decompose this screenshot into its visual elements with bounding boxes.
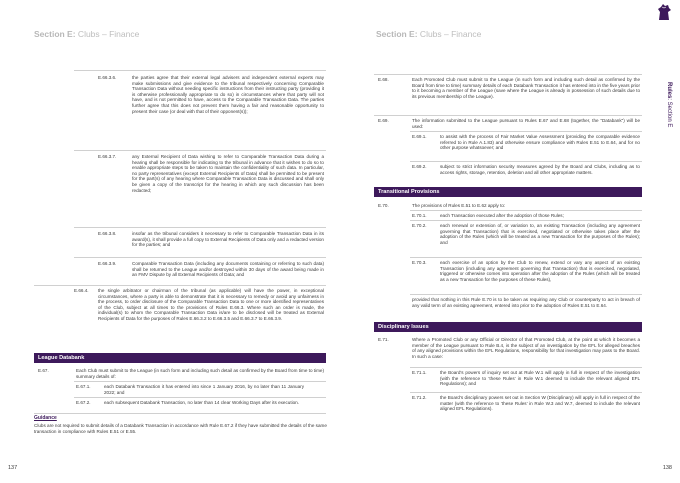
clause-number: E.71. xyxy=(378,337,389,342)
clause-text: Each Club must submit to the League (in such form and including such detail as confirmed by the Board from time to time) summary details of: xyxy=(76,368,324,379)
clause-number: E.66.3.7. xyxy=(98,154,117,159)
clause-text: subject to strict information security measures agreed by the Board and Clubs, including as to access rights, storage, retention, deletion and all other appropriate matters. xyxy=(440,164,640,175)
clause-text: each exercise of an option by the Club to renew, extend or vary any aspect of an existing Transaction (including any agreement governing that Transaction) that is exercised, negotiated, triggered or otherwise comes into operation after the adoption of the Rules (which will be treated as a new Transaction for the purposes of these Rules), xyxy=(440,260,640,282)
clause-number: E.70. xyxy=(378,203,389,208)
clause-text: Each Promoted Club must submit to the League (in such form and including such detail as confirmed by the Board from time to time) summary details of each Databank Transaction it has entered into in the five years prior to it becoming a member of the League (save where the League is already in possession of such details due to its previous membership of the League). xyxy=(412,77,641,99)
clause-number: E.66.3.8. xyxy=(98,231,117,236)
clause-text: each Transaction executed after the adoption of those Rules; xyxy=(440,213,564,218)
guidance-title: Guidance xyxy=(34,415,57,421)
clause-text: each Databank Transaction it has entered into since 1 January 2016, by no later than 11 January 2022; and xyxy=(104,384,304,395)
clause-number: E.71.2. xyxy=(412,395,427,400)
side-tab-bold: Rules xyxy=(666,82,672,99)
clause-number: E.67.1. xyxy=(76,384,91,389)
section-side-tab xyxy=(666,82,678,142)
clause-text: the parties agree that their external legal advisers and independent external experts may make submissions and give evidence to the tribunal respectively concerning Comparable Transaction Data without needing specific instructions from their instructing party (providing it is otherwise professionally appropriate to do so) in circumstances where that party will not have, and is not permitted to have, access to the Comparable Transaction Data. The parties further agree that this does not prevent them having a fair and reasonable opportunity to present their case (or deal with that of their opponent(s)); xyxy=(132,75,324,114)
clause-number: E.69. xyxy=(378,118,389,123)
clause-number: E.70.1. xyxy=(412,213,427,218)
disciplinary-issues-heading: Disciplinary Issues xyxy=(374,322,642,332)
clause-number: E.69.1. xyxy=(412,134,427,139)
clause-text: Where a Promoted Club or any Official or Director of that Promoted Club, at the point at which it becomes a member of the League pursuant to Rule B.4, is the subject of an investigation by the EFL for alleged breaches of any aligned provisions within the EFL Regulations, responsibility for that investigation may pass to the Board. In such a case: xyxy=(412,337,640,359)
left-header-title: Clubs – Finance xyxy=(75,29,140,39)
clause-number: E.66.3.9. xyxy=(98,261,117,266)
left-header-section: Section E: xyxy=(34,29,76,39)
right-header-section: Section E: xyxy=(376,29,418,39)
clause-number: E.70.3. xyxy=(412,260,427,265)
clause-text: each renewal or extension of, or variation to, an existing Transaction (including any agreement governing that Transaction) that is exercised, negotiated or otherwise takes place after the adoption of the Rules (which will be treated as a new Transaction for the purposes of the Rules); and xyxy=(440,223,640,245)
clause-number: E.66.4. xyxy=(74,288,89,293)
left-page-header xyxy=(34,29,139,39)
clause-text: Comparable Transaction Data (including any documents containing or referring to such data) shall be returned to the League and/or destroyed within 30 days of the award being made in an FMV Dispute by all External Recipients of Data; and xyxy=(132,261,324,278)
clause-number: E.67. xyxy=(38,368,49,373)
clause-text: the single arbitrator or chairman of the tribunal (as applicable) will have the power, in exceptional circumstances, where a party is able to demonstrate that it is necessary to remedy or avoid any unfairness in the process, to order disclosure of the Comparable Transaction Data to one or more identified representatives of the Club, subject at all times to the provisions of Rules E.66.3. Where such an order is made, the individual(s) to whom the Comparable Transaction Data is/are to be disclosed will be treated as External Recipients of Data for the purposes of Rules E.66.3.2 to E.66.3.5 and E.66.3.7 to E.66.3.9. xyxy=(98,288,324,321)
premier-league-lion-icon xyxy=(656,3,672,21)
clause-e70-proviso: provided that nothing in this Rule E.70 is to be taken as requiring any Club or counterparty to act in breach of any valid term of an existing agreement, entered into prior to the adoption of Rules E.51 to E.64. xyxy=(412,297,640,308)
clause-text: any External Recipient of Data wishing to refer to Comparable Transaction Data during a hearing shall be responsible for indicating to the tribunal in advance that it wishes to do so to enable appropriate steps to be taken to maintain the confidentiality of such data. In particular, no party representatives (except External Recipients of Data) shall be permitted to be present for the part(s) of any hearing where Comparable Transaction Data is discussed and shall only be given a copy of the transcript for the hearing in which any such discussion has been redacted; xyxy=(132,154,324,193)
guidance-text: Clubs are not required to submit details of a Databank Transaction in accordance with Rule E.67.2 if they have submitted the details of the same transaction in compliance with Rules E.51 or E.55. xyxy=(34,423,327,434)
clause-number: E.67.2. xyxy=(76,400,91,405)
clause-text: each subsequent Databank Transaction, no later than 14 clear Working Days after its execution. xyxy=(104,400,300,405)
transitional-provisions-heading: Transitional Provisions xyxy=(374,187,642,197)
clause-text: insofar as the tribunal considers it necessary to refer to Comparable Transaction Data in its award(s), it shall provide a full copy to External Recipients of Data only and a redacted version for the parties; and xyxy=(132,231,324,248)
right-page-header xyxy=(376,29,481,39)
clause-number: E.70.2. xyxy=(412,223,427,228)
clause-text: the Board’s powers of inquiry set out at Rule W.1 will apply in full in respect of the investigation (with the reference to ‘these Rules’ in Rule W.1 deemed to include the relevant aligned EFL Regulations); and xyxy=(440,370,640,387)
clause-number: E.66.3.6. xyxy=(98,75,117,80)
clause-number: E.71.1. xyxy=(412,370,427,375)
left-page-number: 137 xyxy=(8,465,18,471)
clause-text: The provisions of Rules E.51 to E.62 apply to: xyxy=(412,203,506,208)
right-page-number: 138 xyxy=(662,465,672,471)
clause-number: E.69.2. xyxy=(412,164,427,169)
clause-number: E.68. xyxy=(378,77,389,82)
clause-text: to assist with the process of Fair Market Value Assessment (providing the comparable evidence referred to in Rule A.1.83) and otherwise ensure compliance with Rules E.51 to E.64, and for no other purpose whatsoever; and xyxy=(440,134,640,151)
right-header-title: Clubs – Finance xyxy=(417,29,482,39)
clause-text: The information submitted to the League pursuant to Rules E.67 and E.68 (together, the “Databank”) will be used: xyxy=(412,118,640,129)
clause-text: the Board’s disciplinary powers set out in Section W (Disciplinary) will apply in full in respect of the matter (with the reference to ‘these Rules’ in Rule W.3 and W.7, deemed to include the relevant aligned EFL Regulations). xyxy=(440,395,640,412)
league-databank-heading: League Databank xyxy=(34,353,326,363)
side-tab-rest: : Section E xyxy=(666,98,672,128)
